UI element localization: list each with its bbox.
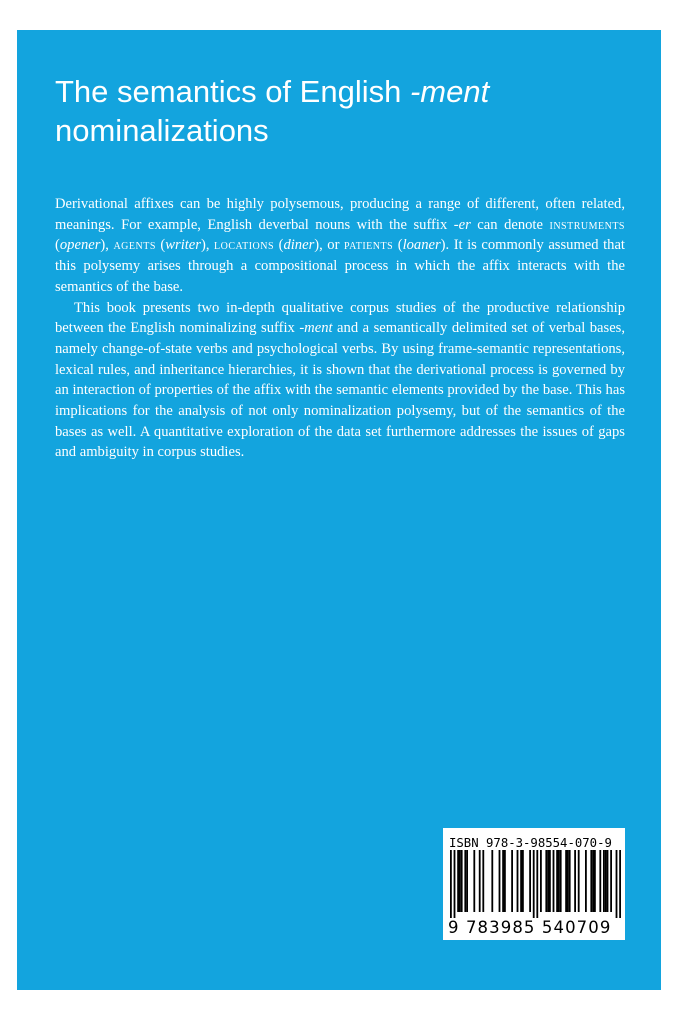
back-cover bbox=[17, 30, 661, 990]
barcode-bar bbox=[547, 850, 549, 912]
title-italic-suffix: -ment bbox=[409, 74, 490, 109]
barcode-bar bbox=[466, 850, 468, 912]
title-prefix: The semantics of English bbox=[55, 74, 410, 109]
barcode-bars bbox=[443, 850, 625, 918]
italic-term: diner bbox=[283, 237, 315, 254]
small-caps-term: instruments bbox=[549, 216, 625, 233]
ean-digits: 9 783985 540709 bbox=[448, 918, 612, 937]
barcode-bar bbox=[574, 850, 576, 912]
isbn-label: ISBN 978-3-98554-070-9 bbox=[449, 836, 612, 850]
barcode-bar bbox=[567, 850, 569, 912]
barcode-bar bbox=[578, 850, 580, 912]
italic-term: -er bbox=[453, 216, 471, 233]
barcode-bar bbox=[603, 850, 605, 912]
text-run: ), bbox=[100, 237, 114, 254]
barcode-bar bbox=[522, 850, 524, 912]
barcode-bar bbox=[511, 850, 513, 912]
barcode-bar bbox=[558, 850, 560, 912]
text-run: ), bbox=[200, 237, 214, 254]
italic-term: opener bbox=[59, 237, 101, 254]
description-paragraph-1 bbox=[55, 194, 625, 298]
barcode-bar bbox=[553, 850, 555, 912]
barcode-bar bbox=[585, 850, 587, 912]
text-run: ( bbox=[55, 237, 60, 254]
italic-term: writer bbox=[165, 237, 201, 254]
text-run: ( bbox=[393, 237, 403, 254]
barcode-bar bbox=[619, 850, 621, 918]
barcode-bar bbox=[517, 850, 519, 912]
barcode-bar bbox=[549, 850, 551, 912]
barcode-bar bbox=[457, 850, 459, 912]
barcode-bar bbox=[607, 850, 609, 912]
barcode-bar bbox=[482, 850, 484, 912]
barcode-bar bbox=[616, 850, 618, 918]
isbn-barcode bbox=[443, 828, 625, 940]
barcode-bar bbox=[545, 850, 547, 912]
barcode-bar bbox=[520, 850, 522, 912]
text-run: can denote bbox=[470, 216, 550, 233]
book-description bbox=[55, 194, 625, 463]
barcode-bar bbox=[461, 850, 463, 912]
barcode-bar bbox=[569, 850, 571, 912]
barcode-bar bbox=[592, 850, 594, 912]
barcode-bar bbox=[450, 850, 452, 918]
barcode-bar bbox=[491, 850, 493, 912]
barcode-bar bbox=[504, 850, 506, 912]
small-caps-term: patients bbox=[343, 237, 394, 254]
barcode-bar bbox=[479, 850, 481, 912]
small-caps-term: locations bbox=[214, 237, 275, 254]
barcode-bar bbox=[533, 850, 535, 918]
barcode-bar bbox=[599, 850, 601, 912]
barcode-bar bbox=[565, 850, 567, 912]
barcode-bar bbox=[529, 850, 531, 912]
barcode-bar bbox=[540, 850, 542, 912]
text-run: Derivational affixes can be highly polysemous, producing a range of different, often related, meanings. For example, English deverbal nouns with the suffix bbox=[55, 196, 625, 233]
barcode-bar bbox=[454, 850, 456, 918]
text-run: and a semantically delimited set of verbal bases, namely change-of-state verbs and psychological verbs. By using frame-semantic representations, lexical rules, and inheritance hierarchies, it is shown that the derivational process is governed by an interaction of properties of the affix with the semantic elements provided by the base. This has implications for the analysis of not only nominalization polysemy, but of the semantics of the bases as well. A quantitative exploration of the data set furthermore addresses the issues of gaps and ambiguity in corpus studies. bbox=[55, 320, 626, 461]
barcode-bar bbox=[605, 850, 607, 912]
barcode-bar bbox=[610, 850, 612, 912]
barcode-bar bbox=[560, 850, 562, 912]
barcode-bar bbox=[499, 850, 501, 912]
italic-term: loaner bbox=[402, 237, 441, 254]
barcode-bar bbox=[556, 850, 558, 912]
description-paragraph-2 bbox=[55, 298, 625, 464]
book-title bbox=[55, 72, 635, 150]
text-run: ), or bbox=[314, 237, 344, 254]
text-run: This book presents two in-depth qualitative corpus studies of the productive relationship between the English nominalizing suffix bbox=[55, 299, 625, 337]
text-run: ( bbox=[274, 237, 284, 254]
text-run: ). It is commonly assumed that this polysemy arises through a compositional process in which the affix interacts with the semantics of the base. bbox=[55, 237, 625, 295]
small-caps-term: agents bbox=[113, 237, 156, 254]
barcode-bar bbox=[536, 850, 538, 918]
barcode-bar bbox=[502, 850, 504, 912]
barcode-bar bbox=[473, 850, 475, 912]
barcode-bar bbox=[590, 850, 592, 912]
title-line2: nominalizations bbox=[55, 113, 269, 148]
barcode-bar bbox=[464, 850, 466, 912]
text-run: ( bbox=[155, 237, 166, 254]
barcode-bar bbox=[594, 850, 596, 912]
italic-term: -ment bbox=[299, 320, 333, 337]
barcode-bar bbox=[459, 850, 461, 912]
